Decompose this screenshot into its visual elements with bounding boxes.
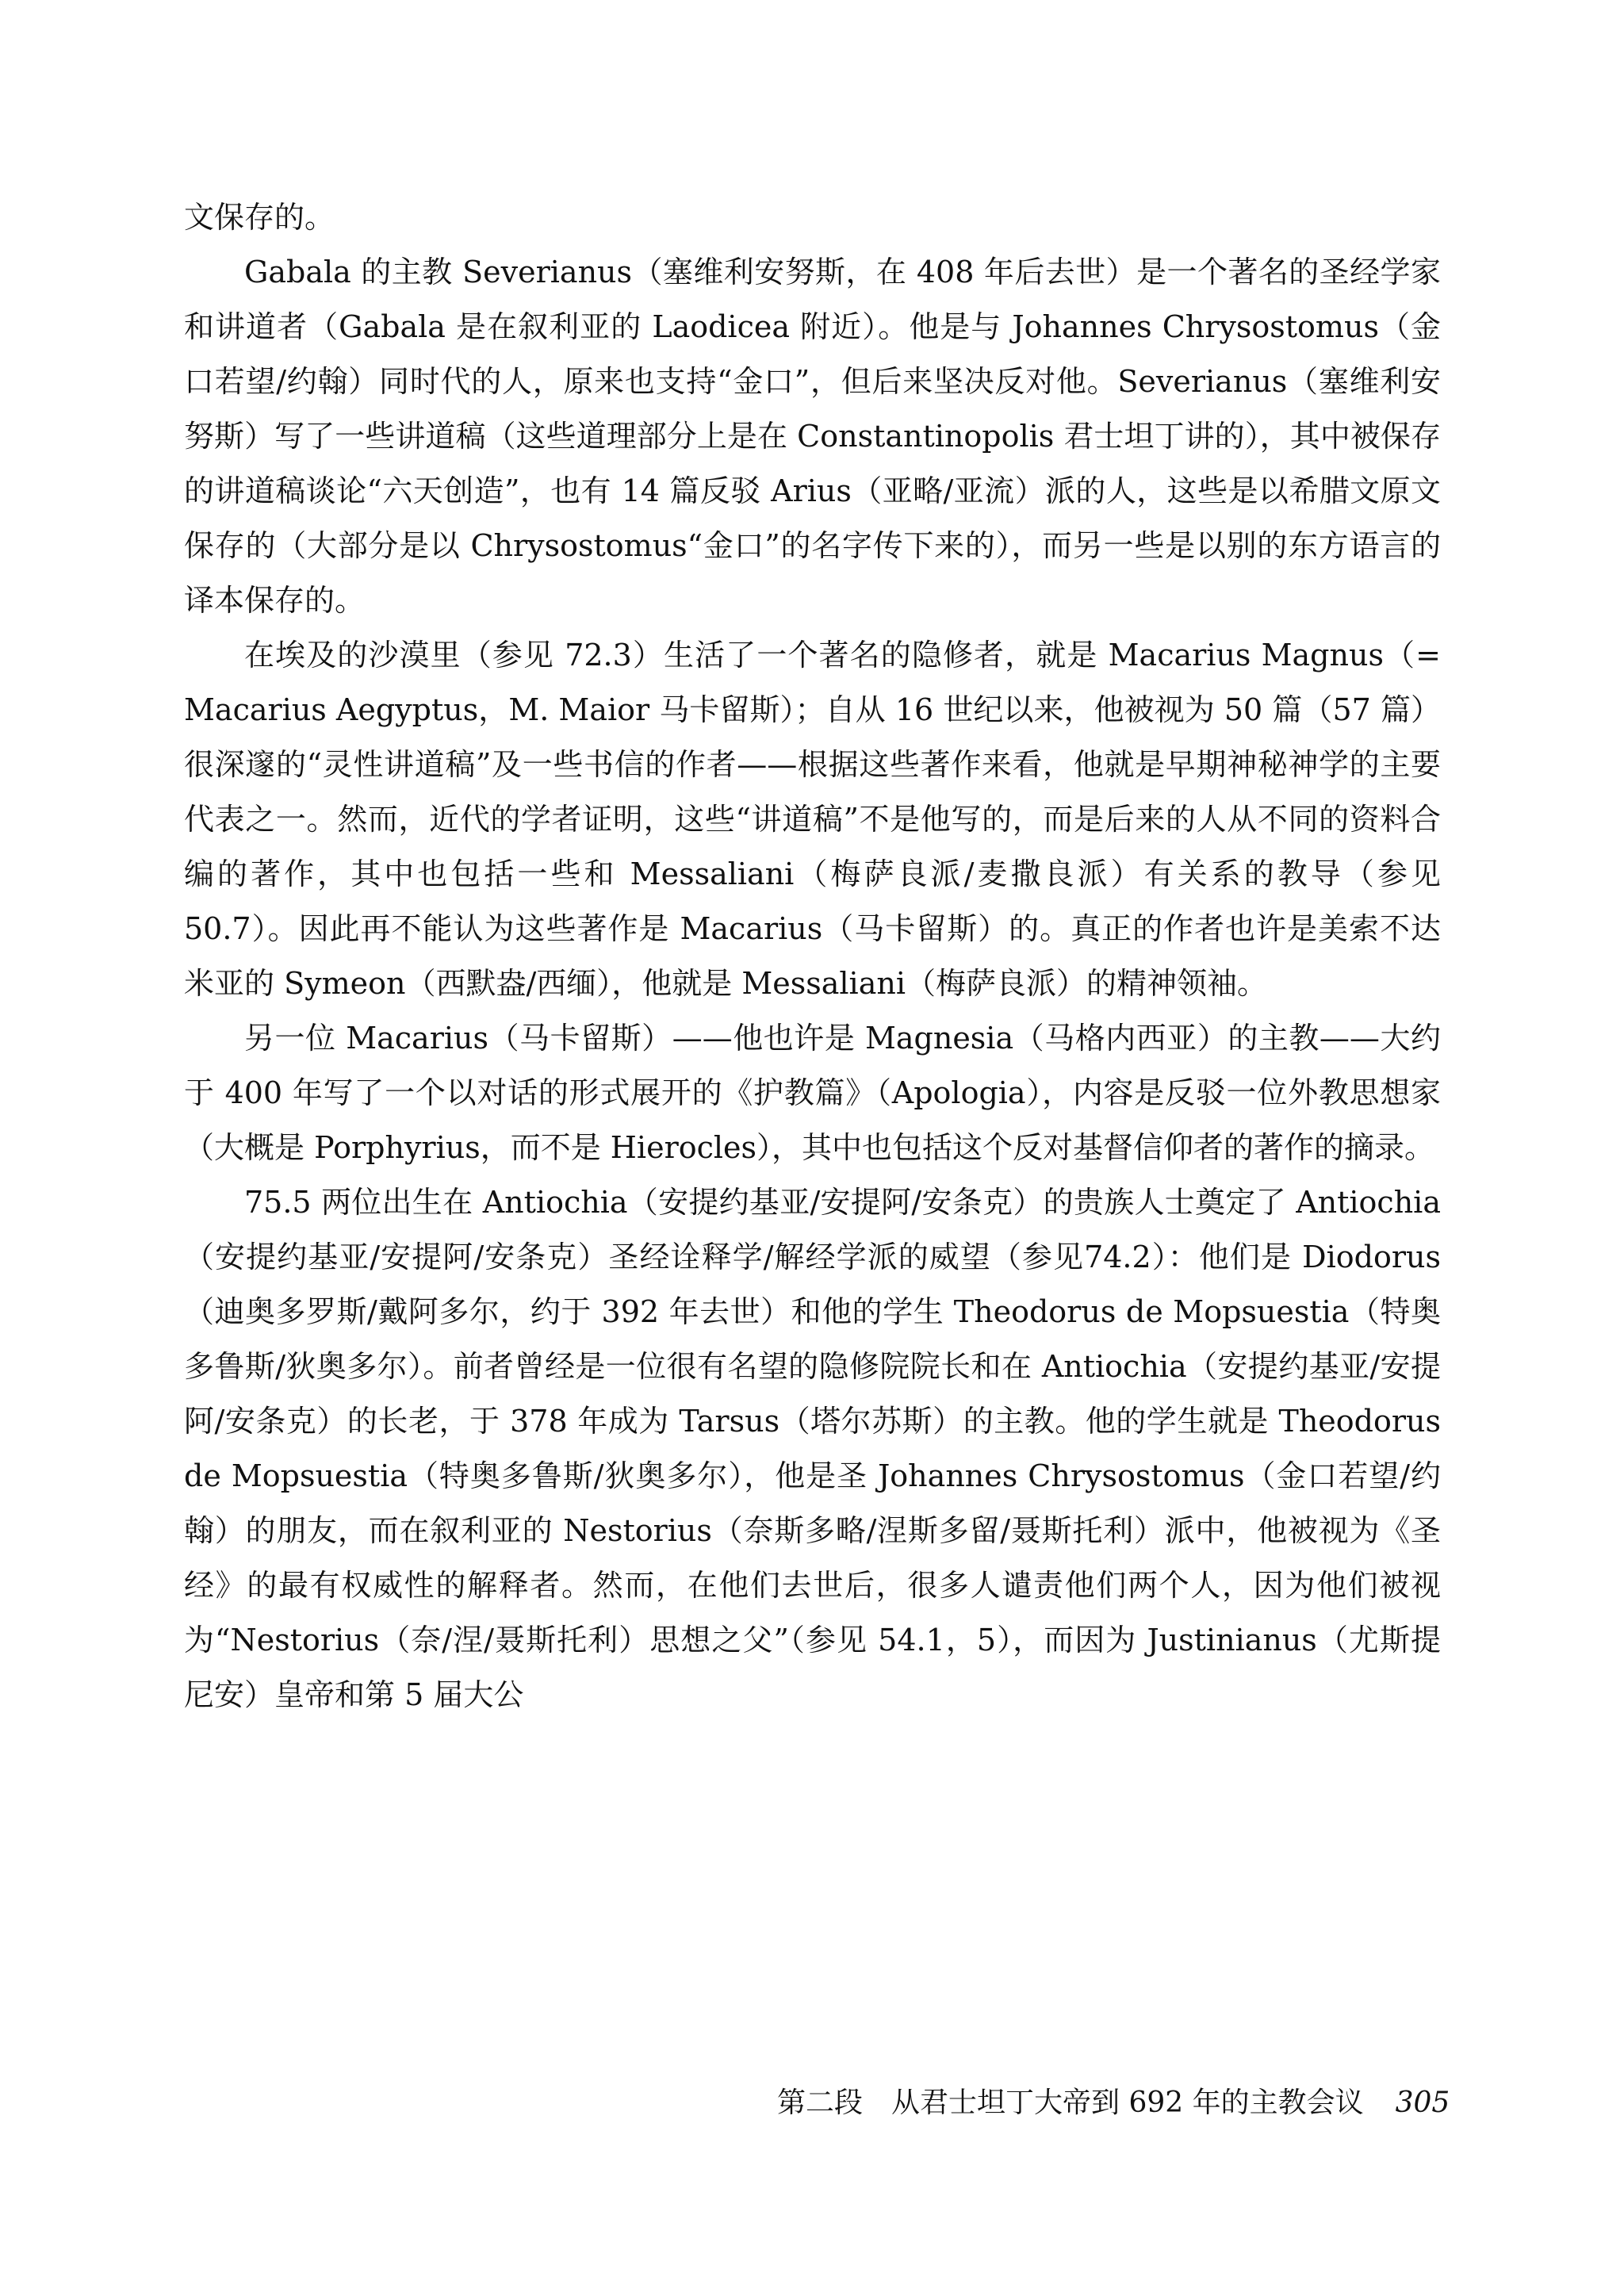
paragraph-severianus: Gabala 的主教 Severianus（塞维利安努斯，在 408 年后去世）是一个著名的圣经学家和讲道者（Gabala 是在叙利亚的 Laodicea 附近）。他是与 Johannes Chrysostomus（金口若望/约翰）同时代的人，原来也支持“金口”，但后来坚决反对他。Severianus（塞维利安努斯）写了一些讲道稿（这些道理部分上是在 Constantinopolis 君士坦丁讲的），其中被保存的讲道稿谈论“六天创造”，也有 14 篇反驳 Arius（亚略/亚流）派的人，这些是以希腊文原文保存的（大部分是以 Chrysostomus“金口”的名字传下来的），而另一些是以别的东方语言的译本保存的。 [184,255,1441,618]
paragraph-macarius-magnus: 在埃及的沙漠里（参见 72.3）生活了一个著名的隐修者，就是 Macarius Magnus（= Macarius Aegyptus，M. Maior 马卡留斯）；自从 16 世纪以来，他被视为 50 篇（57 篇）很深邃的“灵性讲道稿”及一些书信的作者——根据这些著作来看，他就是早期神秘神学的主要代表之一。然而，近代的学者证明，这些“讲道稿”不是他写的，而是后来的人从不同的资料合编的著作，其中也包括一些和 Messaliani（梅萨良派/麦撒良派）有关系的教导（参见 50.7）。因此再不能认为这些著作是 Macarius（马卡留斯）的。真正的作者也许是美索不达米亚的 Symeon（西默盎/西缅），他就是 Messaliani（梅萨良派）的精神领袖。 [184,638,1441,1001]
page-footer [777,2086,1459,2121]
page-number: 305 [1395,2087,1450,2119]
paragraph-section-75-5: 75.5 两位出生在 Antiochia（安提约基亚/安提阿/安条克）的贵族人士奠定了 Antiochia（安提约基亚/安提阿/安条克）圣经诠释学/解经学派的威望（参见74.2）：他们是 Diodorus（迪奥多罗斯/戴阿多尔，约于 392 年去世）和他的学生 Theodorus de Mopsuestia（特奥多鲁斯/狄奥多尔）。前者曾经是一位很有名望的隐修院院长和在 Antiochia（安提约基亚/安提阿/安条克）的长老，于 378 年成为 Tarsus（塔尔苏斯）的主教。他的学生就是 Theodorus de Mopsuestia（特奥多鲁斯/狄奥多尔），他是圣 Johannes Chrysostomus（金口若望/约翰）的朋友，而在叙利亚的 Nestorius（奈斯多略/涅斯多留/聂斯托利）派中，他被视为《圣经》的最有权威性的解释者。然而，在他们去世后，很多人谴责他们两个人，因为他们被视为“Nestorius（奈/涅/聂斯托利）思想之父”（参见 54.1，5），而因为 Justinianus（尤斯提尼安）皇帝和第 5 届大公 [184,1185,1441,1712]
running-head: 第二段 从君士坦丁大帝到 692 年的主教会议 [777,2087,1364,2119]
paragraph-macarius-magnesia: 另一位 Macarius（马卡留斯）——他也许是 Magnesia（马格内西亚）的主教——大约于 400 年写了一个以对话的形式展开的《护教篇》（Apologia），内容是反驳一位外教思想家（大概是 Porphyrius，而不是 Hierocles），其中也包括这个反对基督信仰者的著作的摘录。 [184,1021,1441,1165]
paragraph-continuation: 文保存的。 [184,200,335,235]
body-text [184,190,1441,1723]
